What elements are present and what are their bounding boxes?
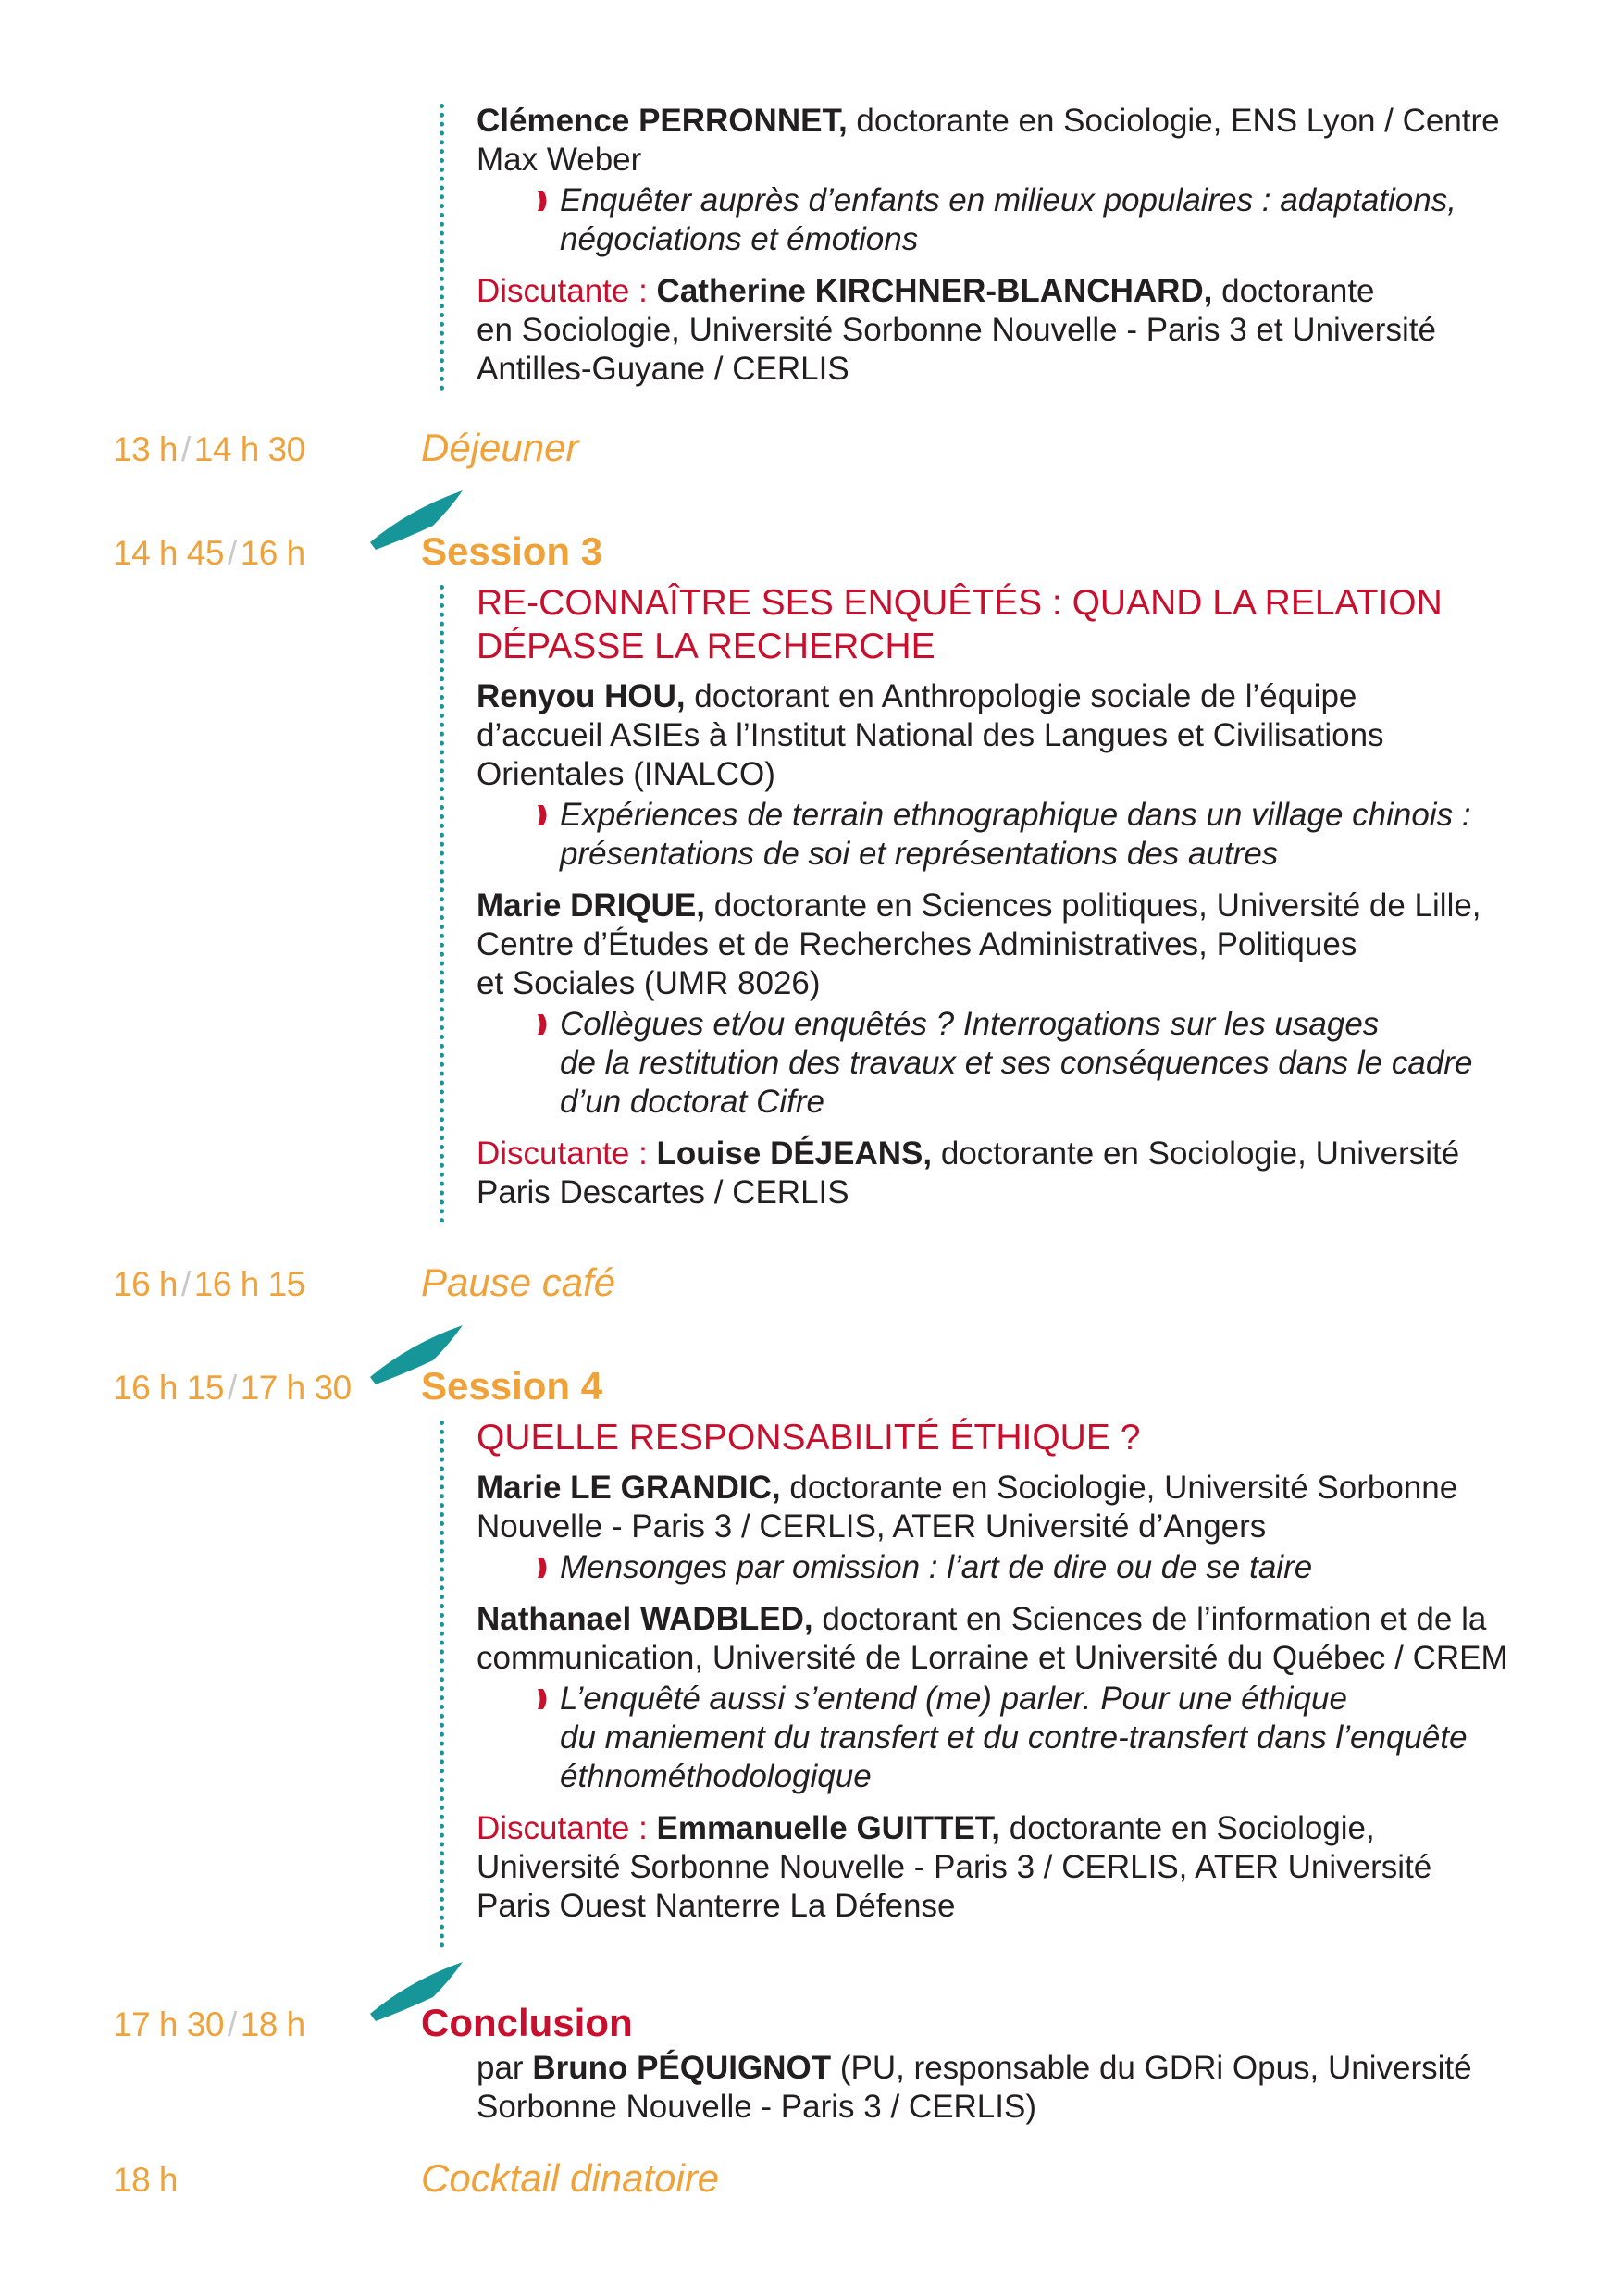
- talk-title: L’enquêté aussi s’entend (me) parler. Pour une éthique du maniement du transfert et du contre-transfert dans l’enquête éthnométhodologique: [477, 1680, 1568, 1796]
- bullet-icon: [538, 1689, 550, 1709]
- session3-title: Session 3: [421, 529, 603, 573]
- bullet-icon: [538, 191, 550, 211]
- session4-content: [477, 1416, 1568, 1926]
- speaker-entry: [477, 102, 1568, 180]
- speaker-name: Marie LE GRANDIC,: [477, 1470, 781, 1506]
- session4-title: Session 4: [421, 1364, 603, 1408]
- cocktail-time: 18 h: [113, 2161, 179, 2199]
- session4-time: 16 h 15 / 17 h 30: [113, 1369, 352, 1407]
- session-dotted-line: [440, 585, 444, 1223]
- lunch-time: 13 h / 14 h 30: [113, 430, 305, 468]
- bullet-icon: [538, 805, 550, 825]
- speaker-entry: Nathanael WADBLED, doctorant en Sciences de l’information et de la communication, Université de Lorraine et Université du Québec / CREM: [477, 1601, 1508, 1676]
- talk-title: Expériences de terrain ethnographique dans un village chinois : présentations de soi et représentations des autres: [477, 796, 1568, 874]
- discussant-label: Discutante :: [477, 273, 648, 309]
- discussant-name: Catherine KIRCHNER-BLANCHARD,: [656, 273, 1213, 309]
- discussant-entry: Discutante : Emmanuelle GUITTET, doctorante en Sociologie, Université Sorbonne Nouvelle - Paris 3 / CERLIS, ATER Université Paris Ouest Nanterre La Défense: [477, 1810, 1432, 1924]
- session-dotted-line: [440, 1421, 444, 1948]
- talk-title: Enquêter auprès d’enfants en milieux populaires : adaptations, négociations et émotions: [477, 181, 1568, 259]
- pause-label: Pause café: [421, 1260, 616, 1304]
- conclusion-time: 17 h 30 / 18 h: [113, 2005, 305, 2043]
- bullet-icon: [538, 1558, 550, 1578]
- bullet-icon: [538, 1014, 550, 1035]
- lunch-label: Déjeuner: [421, 426, 579, 469]
- speaker-name: Marie DRIQUE,: [477, 887, 705, 924]
- speaker-affiliation: doctorante en Sociologie, ENS Lyon / Centre Max Weber: [477, 103, 1500, 178]
- session-dotted-line: [440, 104, 444, 391]
- cocktail-label: Cocktail dinatoire: [421, 2156, 720, 2200]
- discussant-name: Louise DÉJEANS,: [656, 1136, 933, 1172]
- discussant-entry: Discutante : Louise DÉJEANS, doctorante en Sociologie, Université Paris Descartes / CERLIS: [477, 1136, 1460, 1210]
- session4-theme: QUELLE RESPONSABILITÉ ÉTHIQUE ?: [477, 1418, 1141, 1458]
- pause-time: 16 h / 16 h 15: [113, 1265, 305, 1303]
- speaker-entry: Renyou HOU, doctorant en Anthropologie sociale de l’équipe d’accueil ASIEs à l’Institut National des Langues et Civilisations Orientales (INALCO): [477, 678, 1384, 792]
- discussant-entry: Discutante : Catherine KIRCHNER-BLANCHARD, doctorante en Sociologie, Université Sorbonne Nouvelle - Paris 3 et Université Antilles-Guyane / CERLIS: [477, 273, 1436, 387]
- conclusion-title: Conclusion: [421, 2001, 633, 2044]
- speaker-entry: Marie DRIQUE, doctorante en Sciences politiques, Université de Lille, Centre d’Études et de Recherches Administratives, Politiques et Sociales (UMR 8026): [477, 887, 1481, 1001]
- talk-title: Collègues et/ou enquêtés ? Interrogations sur les usages de la restitution des travaux et ses conséquences dans le cadre d’un doctorat Cifre: [477, 1005, 1568, 1122]
- speaker-name: Clémence PERRONNET,: [477, 103, 848, 139]
- discussant-label: Discutante :: [477, 1810, 648, 1846]
- speaker-entry: Marie LE GRANDIC, doctorante en Sociologie, Université Sorbonne Nouvelle - Paris 3 / CERLIS, ATER Université d’Angers: [477, 1470, 1458, 1545]
- speaker-name: Nathanael WADBLED,: [477, 1601, 813, 1637]
- discussant-label: Discutante :: [477, 1136, 648, 1172]
- speaker-name: Renyou HOU,: [477, 678, 686, 714]
- session3-theme: RE-CONNAÎTRE SES ENQUÊTÉS : QUAND LA RELATION DÉPASSE LA RECHERCHE: [477, 583, 1443, 666]
- speaker-name: Bruno PÉQUIGNOT: [532, 2050, 832, 2086]
- session3-content: [477, 581, 1568, 1212]
- session2-continuation: [477, 102, 1568, 389]
- session3-time: 14 h 45 / 16 h: [113, 534, 305, 572]
- conclusion-content: [477, 2049, 1568, 2127]
- talk-title: Mensonges par omission : l’art de dire ou de se taire: [477, 1548, 1568, 1587]
- discussant-name: Emmanuelle GUITTET,: [656, 1810, 1001, 1846]
- conclusion-speaker: par Bruno PÉQUIGNOT (PU, responsable du GDRi Opus, Université Sorbonne Nouvelle - Paris 3 / CERLIS): [477, 2050, 1472, 2125]
